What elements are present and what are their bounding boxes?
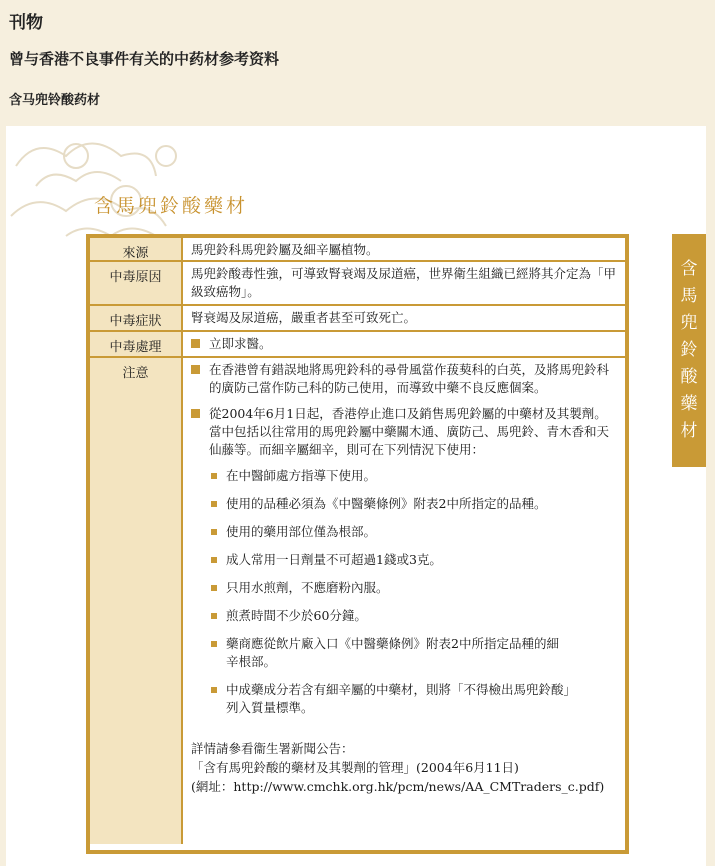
- sub-bullet-item: [211, 579, 571, 597]
- side-tab[interactable]: [672, 234, 706, 467]
- row-label: 注意: [90, 358, 183, 844]
- footer-line: 「含有馬兜鈴酸的藥材及其製劑的管理」(2004年6月11日): [191, 760, 519, 775]
- page-subheading: 含马兜铃酸药材: [9, 93, 101, 108]
- side-tab-char: 鈴: [680, 340, 698, 360]
- small-square-bullet-icon: [211, 501, 217, 507]
- info-table: [86, 234, 629, 854]
- bullet-text: 從2004年6月1日起，香港停止進口及銷售馬兜鈴屬的中藥材及其製劑。當中包括以往常用的馬兜鈴屬中藥關木通、廣防己、馬兜鈴、青木香和天仙藤等。而細辛屬細辛，則可在下列情況下使用：: [209, 406, 610, 457]
- sub-bullet-text: 煎煮時間不少於60分鐘。: [226, 608, 367, 623]
- small-square-bullet-icon: [211, 641, 217, 647]
- table-row: [90, 332, 625, 358]
- footer-url: (網址：http://www.cmchk.org.hk/pcm/news/AA_CMTraders_c.pdf): [191, 779, 605, 794]
- bullet-item: [191, 361, 617, 397]
- table-row: [90, 238, 625, 262]
- sub-bullet-text: 中成藥成分若含有細辛屬的中藥材，則將「不得檢出馬兜鈴酸」列入質量標準。: [226, 682, 570, 715]
- sub-bullet-text: 成人常用一日劑量不可超過1錢或3克。: [226, 552, 442, 567]
- sub-bullet-item: [211, 607, 571, 625]
- small-square-bullet-icon: [211, 687, 217, 693]
- sub-bullet-item: [211, 467, 571, 485]
- square-bullet-icon: [191, 339, 200, 348]
- side-tab-char: 材: [680, 421, 698, 441]
- side-tab-char: 藥: [680, 394, 698, 414]
- table-row: [90, 262, 625, 306]
- table-row: [90, 358, 625, 844]
- bullet-text: 在香港曾有錯誤地將馬兜鈴科的尋骨風當作菝葜科的白英，及將馬兜鈴科的廣防己當作防己科的防己使用，而導致中藥不良反應個案。: [209, 362, 610, 395]
- row-value: 馬兜鈴酸毒性強，可導致腎衰竭及尿道癌，世界衛生組織已經將其介定為「甲級致癌物」。: [191, 266, 617, 299]
- bullet-item: [191, 335, 617, 353]
- square-bullet-icon: [191, 409, 200, 418]
- sub-bullet-item: [211, 523, 571, 541]
- side-tab-char: 兜: [680, 313, 698, 333]
- document-card: [6, 126, 706, 866]
- sub-bullet-item: [211, 551, 571, 569]
- document-title: 含馬兜鈴酸藥材: [94, 195, 249, 217]
- side-tab-char: 馬: [680, 286, 698, 306]
- bullet-item: [191, 405, 617, 459]
- row-value: 馬兜鈴科馬兜鈴屬及細辛屬植物。: [191, 242, 379, 257]
- sub-bullet-item: [211, 635, 571, 671]
- sub-bullet-item: [211, 495, 571, 513]
- row-value: 腎衰竭及尿道癌，嚴重者甚至可致死亡。: [191, 310, 417, 325]
- small-square-bullet-icon: [211, 473, 217, 479]
- side-tab-char: 酸: [680, 367, 698, 387]
- footer-note: [191, 739, 617, 796]
- row-label: 中毒症狀: [90, 306, 183, 330]
- row-label: 中毒原因: [90, 262, 183, 304]
- sub-bullet-text: 使用的品種必須為《中醫藥條例》附表2中所指定的品種。: [226, 496, 547, 511]
- sub-bullet-text: 在中醫師處方指導下使用。: [226, 468, 377, 483]
- square-bullet-icon: [191, 365, 200, 374]
- sub-bullet-text: 藥商應從飲片廠入口《中醫藥條例》附表2中所指定品種的細辛根部。: [226, 636, 559, 669]
- sub-bullet-item: [211, 681, 571, 717]
- table-row: [90, 306, 625, 332]
- row-value: [183, 332, 625, 356]
- small-square-bullet-icon: [211, 613, 217, 619]
- small-square-bullet-icon: [211, 529, 217, 535]
- cloud-pattern-decoration: [6, 126, 221, 246]
- bullet-text: 立即求醫。: [209, 336, 272, 351]
- footer-line: 詳情請參看衞生署新聞公告：: [191, 741, 354, 756]
- small-square-bullet-icon: [211, 585, 217, 591]
- small-square-bullet-icon: [211, 557, 217, 563]
- side-tab-char: 含: [680, 259, 698, 279]
- sub-bullet-text: 使用的藥用部位僅為根部。: [226, 524, 377, 539]
- row-label: 中毒處理: [90, 332, 183, 356]
- page-heading: 曾与香港不良事件有关的中药材参考资料: [9, 50, 280, 68]
- sub-bullet-text: 只用水煎劑，不應磨粉內服。: [226, 580, 389, 595]
- sub-list: [191, 467, 617, 717]
- notes-content: [183, 358, 625, 844]
- row-label: 來源: [90, 238, 183, 260]
- section-title: 刊物: [9, 13, 43, 33]
